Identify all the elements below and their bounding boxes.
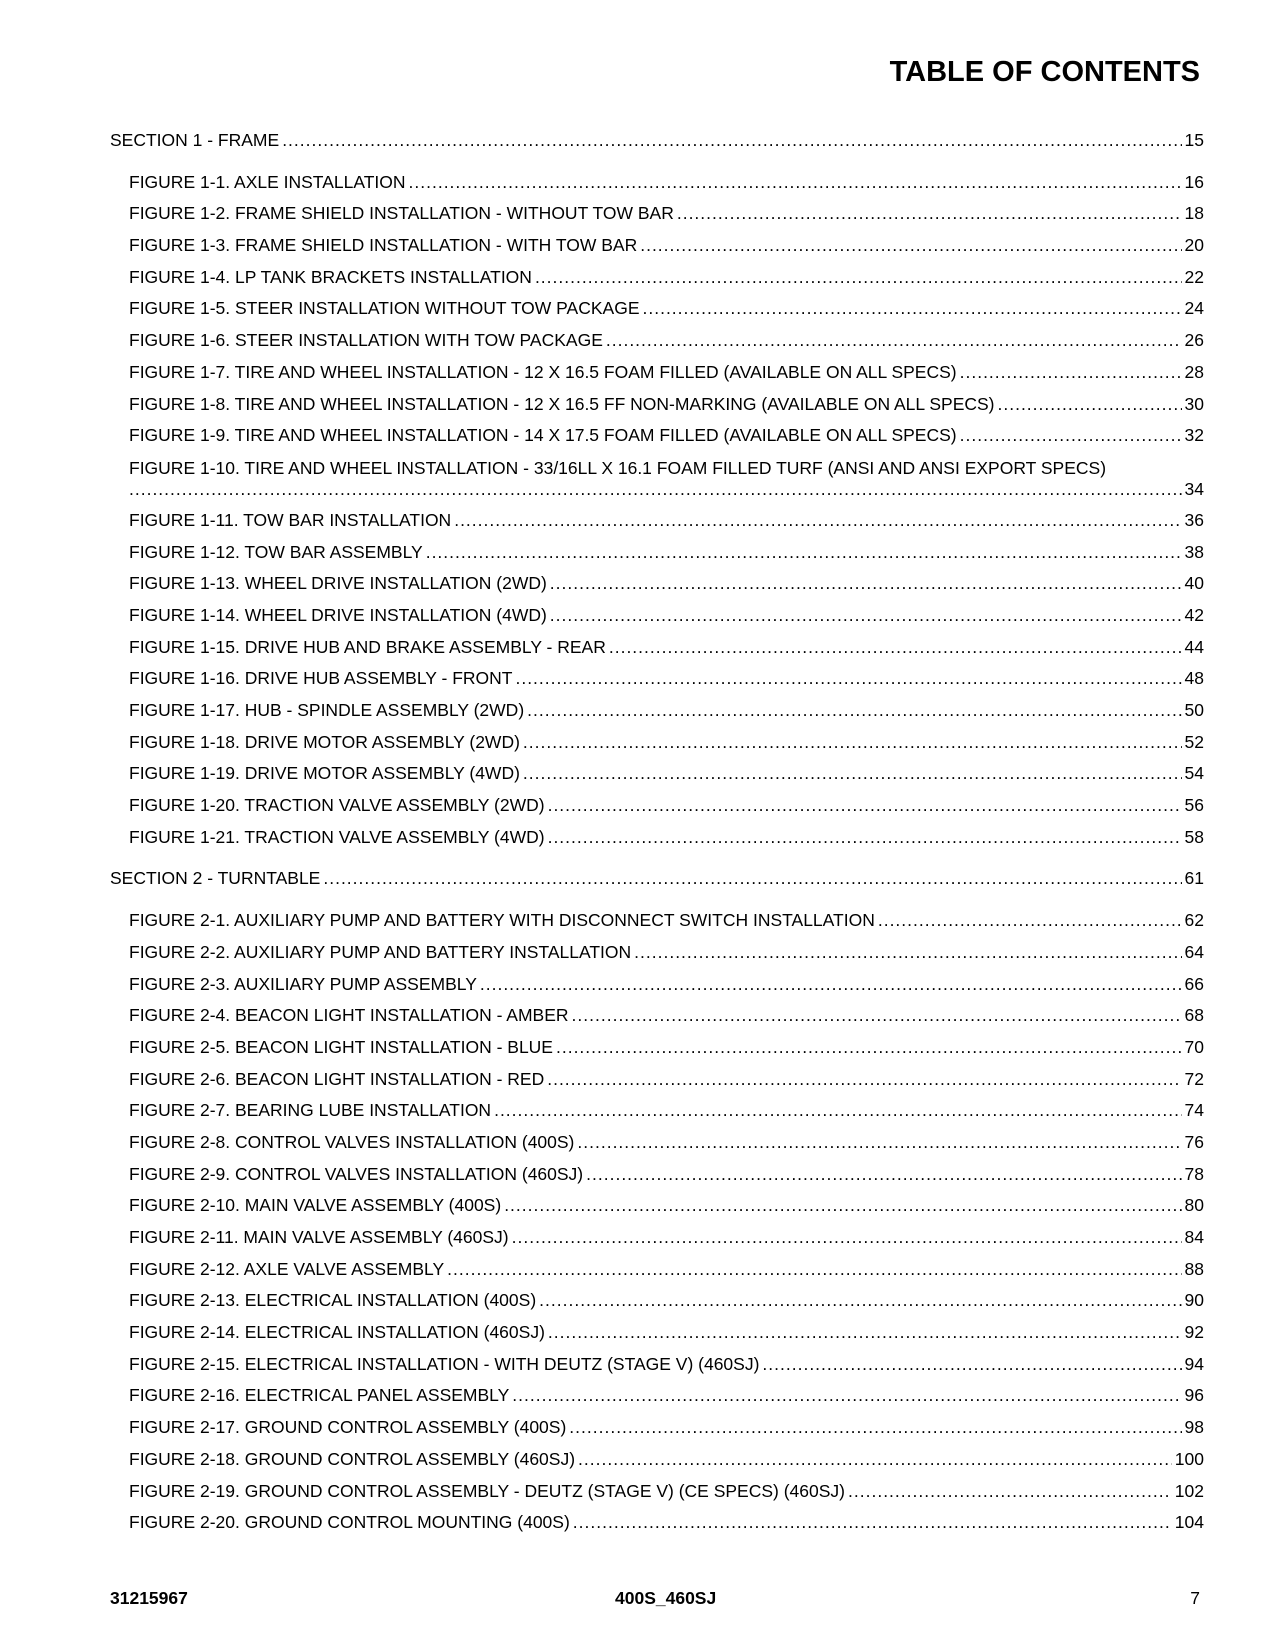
toc-figure-entry[interactable] [110,542,1204,574]
dot-leader [578,1449,1172,1470]
toc-entry-page: 52 [1184,731,1204,752]
toc-entry-label: FIGURE 2-18. GROUND CONTROL ASSEMBLY (460SJ) [129,1448,576,1469]
toc-entry-label: FIGURE 2-20. GROUND CONTROL MOUNTING (400S) [129,1512,570,1533]
toc-entry-label: FIGURE 2-4. BEACON LIGHT INSTALLATION - AMBER [129,1005,569,1026]
dot-leader [447,1259,1181,1280]
toc-figure-entry[interactable] [110,235,1204,267]
dot-leader [426,542,1182,563]
toc-entry-label: FIGURE 2-6. BEACON LIGHT INSTALLATION - RED [129,1068,545,1089]
toc-entry-page: 66 [1184,973,1204,994]
dot-leader [878,910,1182,931]
toc-figure-entry[interactable] [110,1449,1204,1481]
toc-entry-page: 78 [1184,1163,1204,1184]
dot-leader [548,1322,1182,1343]
toc-figure-entry[interactable] [110,172,1204,204]
toc-entry-page: 40 [1184,573,1204,594]
toc-entry-page: 36 [1184,509,1204,530]
toc-figure-entry[interactable] [110,942,1204,974]
toc-entry-label: FIGURE 1-12. TOW BAR ASSEMBLY [129,541,423,562]
toc-entry-label: FIGURE 1-8. TIRE AND WHEEL INSTALLATION - 12 X 16.5 FF NON-MARKING (AVAILABLE ON ALL SPECS) [129,393,995,414]
dot-leader [480,974,1182,995]
dot-leader [606,330,1182,351]
dot-leader [523,732,1182,753]
toc-entry-label: FIGURE 2-2. AUXILIARY PUMP AND BATTERY INSTALLATION [129,941,632,962]
toc-entry-page: 104 [1174,1512,1204,1533]
dot-leader [572,1005,1182,1026]
toc-entry-label: FIGURE 1-6. STEER INSTALLATION WITH TOW PACKAGE [129,330,603,351]
toc-entry-page: 48 [1184,668,1204,689]
toc-figure-entry[interactable] [110,425,1204,457]
toc-section-1[interactable] [110,130,1204,162]
toc-entry-label: FIGURE 2-3. AUXILIARY PUMP ASSEMBLY [129,973,477,994]
table-of-contents [110,130,1204,1544]
dot-leader [548,795,1182,816]
toc-figure-entry[interactable] [110,267,1204,299]
dot-leader [515,668,1181,689]
dot-leader [548,827,1182,848]
dot-leader [643,298,1182,319]
toc-entry-label: FIGURE 1-10. TIRE AND WHEEL INSTALLATION - 33/16LL X 16.1 FOAM FILLED TURF (ANSI AND ANSI EXPORT SPECS) [129,457,1107,478]
dot-leader [569,1417,1181,1438]
toc-entry-page: 61 [1184,868,1204,889]
toc-entry-page: 26 [1184,330,1204,351]
toc-figure-entry[interactable] [110,394,1204,426]
page-number: 7 [1190,1588,1200,1608]
toc-figure-entry[interactable] [110,1164,1204,1196]
toc-section-2[interactable] [110,868,1204,900]
toc-entry-label: FIGURE 2-16. ELECTRICAL PANEL ASSEMBLY [129,1385,510,1406]
toc-entry-label: SECTION 1 - FRAME [110,130,280,150]
toc-figure-entry[interactable] [110,1417,1204,1449]
dot-leader [512,1385,1181,1406]
toc-figure-entry[interactable] [110,457,1204,510]
toc-entry-page: 68 [1184,1005,1204,1026]
toc-entry-page: 58 [1184,826,1204,847]
toc-entry-page: 20 [1184,235,1204,256]
toc-entry-page: 42 [1184,604,1204,625]
toc-entry-page: 64 [1184,941,1204,962]
toc-figure-entry[interactable] [110,1069,1204,1101]
dot-leader [586,1164,1181,1185]
toc-figure-entry[interactable] [110,1132,1204,1164]
toc-figure-entry[interactable] [110,1227,1204,1259]
toc-entry-page: 102 [1174,1480,1204,1501]
toc-entry-label: FIGURE 1-5. STEER INSTALLATION WITHOUT TOW PACKAGE [129,298,640,319]
toc-entry-page: 98 [1184,1417,1204,1438]
dot-leader [323,868,1181,889]
dot-leader [848,1481,1172,1502]
dot-leader [640,235,1181,256]
model-name: 400S_460SJ [615,1588,717,1608]
dot-leader [998,394,1182,415]
dot-leader [454,510,1181,531]
toc-entry-page: 34 [1184,478,1204,499]
toc-entry-page: 72 [1184,1068,1204,1089]
toc-entry-label: FIGURE 1-1. AXLE INSTALLATION [129,171,406,192]
dot-leader [282,130,1181,151]
toc-entry-page: 84 [1184,1227,1204,1247]
toc-entry-label: FIGURE 1-3. FRAME SHIELD INSTALLATION - WITH TOW BAR [129,235,638,256]
toc-entry-page: 54 [1184,763,1204,784]
toc-figure-entry[interactable] [110,298,1204,330]
toc-entry-page: 100 [1174,1448,1204,1469]
toc-entry-page: 16 [1184,171,1204,192]
toc-entry-page: 30 [1184,393,1204,414]
toc-entry-page: 18 [1184,203,1204,224]
toc-figure-entry[interactable] [110,763,1204,795]
toc-entry-label: FIGURE 1-19. DRIVE MOTOR ASSEMBLY (4WD) [129,763,520,784]
toc-entry-label: FIGURE 2-10. MAIN VALVE ASSEMBLY (400S) [129,1195,502,1216]
toc-entry-page: 94 [1184,1353,1204,1374]
toc-entry-label: FIGURE 1-2. FRAME SHIELD INSTALLATION - WITHOUT TOW BAR [129,203,674,224]
toc-entry-page: 80 [1184,1195,1204,1216]
toc-entry-label: FIGURE 1-21. TRACTION VALVE ASSEMBLY (4WD) [129,826,545,847]
toc-entry-label: FIGURE 1-4. LP TANK BRACKETS INSTALLATION [129,266,532,287]
toc-entry-page: 90 [1184,1290,1204,1311]
toc-figure-entry[interactable] [110,732,1204,764]
dot-leader [762,1354,1181,1375]
dot-leader [556,1037,1182,1058]
toc-entry-page: 62 [1184,910,1204,931]
toc-figure-entry[interactable] [110,1481,1204,1513]
toc-figure-entry[interactable] [110,330,1204,362]
toc-figure-entry[interactable] [110,1100,1204,1132]
toc-figure-entry[interactable] [110,668,1204,700]
toc-figure-entry[interactable] [110,827,1204,859]
toc-entry-page: 96 [1184,1385,1204,1406]
toc-figure-entry[interactable] [110,1354,1204,1386]
toc-figure-entry[interactable] [110,203,1204,235]
dot-leader [577,1132,1181,1153]
toc-figure-entry[interactable] [110,700,1204,732]
toc-entry-page: 50 [1184,700,1204,720]
toc-entry-label: FIGURE 2-17. GROUND CONTROL ASSEMBLY (400S) [129,1417,567,1438]
toc-entry-label: FIGURE 1-11. TOW BAR INSTALLATION [129,509,452,530]
toc-entry-label: FIGURE 2-7. BEARING LUBE INSTALLATION [129,1100,492,1121]
dot-leader [535,267,1182,288]
toc-entry-label: FIGURE 2-9. CONTROL VALVES INSTALLATION (460SJ) [129,1163,584,1184]
toc-entry-label: FIGURE 1-14. WHEEL DRIVE INSTALLATION (4WD) [129,604,547,625]
dot-leader [494,1100,1181,1121]
dot-leader [523,763,1182,784]
toc-entry-label: FIGURE 2-8. CONTROL VALVES INSTALLATION (400S) [129,1131,575,1152]
toc-entry-page: 32 [1184,425,1204,446]
toc-entry-page: 88 [1184,1258,1204,1279]
dot-leader [550,605,1182,626]
dot-leader [409,172,1182,193]
toc-figure-entry[interactable] [110,1512,1204,1544]
toc-entry-page: 74 [1184,1100,1204,1121]
toc-figure-entry[interactable] [110,1259,1204,1291]
dot-leader [539,1290,1181,1311]
toc-entry-label: FIGURE 2-14. ELECTRICAL INSTALLATION (460SJ) [129,1322,545,1343]
toc-figure-entry[interactable] [110,910,1204,942]
dot-leader [550,573,1182,594]
toc-entry-page: 28 [1184,361,1204,382]
toc-entry-label: FIGURE 2-19. GROUND CONTROL ASSEMBLY - DEUTZ (STAGE V) (CE SPECS) (460SJ) [129,1480,846,1501]
dot-leader [512,1227,1182,1248]
toc-entry-page: 70 [1184,1036,1204,1057]
toc-entry-label: FIGURE 2-15. ELECTRICAL INSTALLATION - WITH DEUTZ (STAGE V) (460SJ) [129,1353,760,1374]
toc-figure-entry[interactable] [110,362,1204,394]
toc-entry-label: FIGURE 2-12. AXLE VALVE ASSEMBLY [129,1258,445,1279]
dot-leader [960,425,1182,446]
toc-entry-label: FIGURE 2-13. ELECTRICAL INSTALLATION (400S) [129,1290,537,1311]
toc-entry-label: FIGURE 1-17. HUB - SPINDLE ASSEMBLY (2WD) [129,700,525,720]
dot-leader [527,700,1181,721]
toc-figure-entry[interactable] [110,1322,1204,1354]
toc-entry-label: FIGURE 2-1. AUXILIARY PUMP AND BATTERY WITH DISCONNECT SWITCH INSTALLATION [129,910,875,931]
dot-leader [609,637,1182,658]
toc-entry-page: 24 [1184,298,1204,319]
toc-entry-page: 56 [1184,795,1204,816]
toc-figure-entry[interactable] [110,974,1204,1006]
toc-entry-label: FIGURE 1-16. DRIVE HUB ASSEMBLY - FRONT [129,668,513,689]
toc-entry-label: FIGURE 1-9. TIRE AND WHEEL INSTALLATION - 14 X 17.5 FOAM FILLED (AVAILABLE ON ALL SPECS) [129,425,957,446]
toc-figure-entry[interactable] [110,1385,1204,1417]
toc-figure-entry[interactable] [110,1005,1204,1037]
toc-entry-label: FIGURE 1-13. WHEEL DRIVE INSTALLATION (2WD) [129,573,547,594]
toc-figure-entry[interactable] [110,637,1204,669]
dot-leader [547,1069,1181,1090]
toc-entry-page: 76 [1184,1131,1204,1152]
dot-leader [677,203,1182,224]
toc-entry-page: 22 [1184,266,1204,287]
toc-figure-entry[interactable] [110,510,1204,542]
dot-leader [634,942,1181,963]
toc-figure-entry[interactable] [110,1037,1204,1069]
toc-figure-entry[interactable] [110,1195,1204,1227]
toc-entry-label: FIGURE 1-18. DRIVE MOTOR ASSEMBLY (2WD) [129,731,520,752]
toc-entry-label: SECTION 2 - TURNTABLE [110,868,321,889]
toc-figure-entry[interactable] [110,605,1204,637]
toc-figure-entry[interactable] [110,1290,1204,1322]
toc-figure-entry[interactable] [110,795,1204,827]
toc-entry-label: FIGURE 1-7. TIRE AND WHEEL INSTALLATION - 12 X 16.5 FOAM FILLED (AVAILABLE ON ALL SPECS) [129,361,957,382]
dot-leader [504,1195,1181,1216]
toc-entry-label: FIGURE 2-5. BEACON LIGHT INSTALLATION - BLUE [129,1036,553,1057]
toc-entry-label: FIGURE 1-20. TRACTION VALVE ASSEMBLY (2WD) [129,795,545,816]
toc-entry-label: FIGURE 2-11. MAIN VALVE ASSEMBLY (460SJ) [129,1227,509,1247]
page-title: TABLE OF CONTENTS [889,56,1200,88]
toc-entry-page: 44 [1184,636,1204,657]
toc-figure-entry[interactable] [110,573,1204,605]
toc-entry-label: FIGURE 1-15. DRIVE HUB AND BRAKE ASSEMBLY - REAR [129,636,606,657]
toc-entry-page: 92 [1184,1322,1204,1343]
toc-entry-page: 15 [1184,130,1204,150]
dot-leader [960,362,1182,383]
toc-entry-page: 38 [1184,541,1204,562]
dot-leader [129,479,1182,500]
dot-leader [573,1512,1172,1533]
document-number: 31215967 [110,1588,188,1608]
